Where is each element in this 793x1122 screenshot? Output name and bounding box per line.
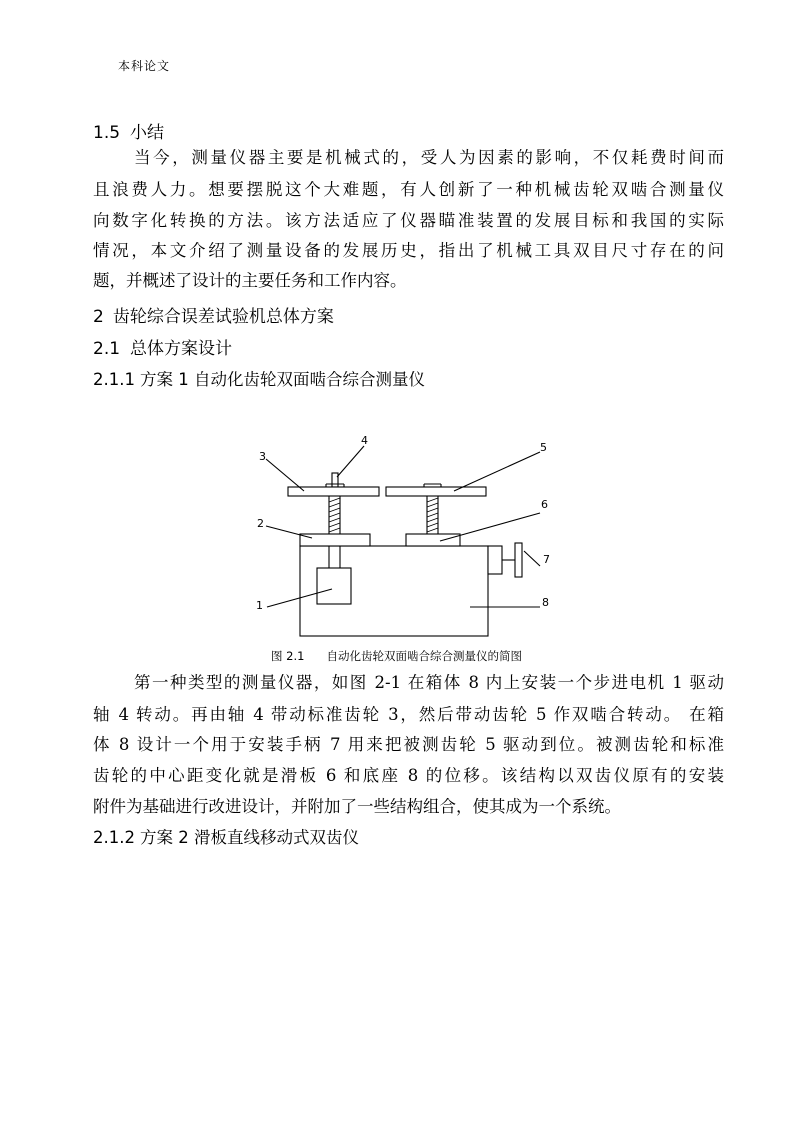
measured-gear	[386, 487, 486, 496]
section-title: 方案 1 自动化齿轮双面啮合综合测量仪	[139, 370, 425, 389]
figure-caption-number: 图 2.1	[271, 649, 305, 663]
label-2: 2	[257, 517, 264, 530]
paragraph-1-line-1: 当今，测量仪器主要是机械式的，受人为因素的影响，不仅耗费时间而	[134, 148, 724, 167]
left-shaft-top	[332, 473, 338, 487]
label-6: 6	[541, 498, 548, 511]
section-number: 2.1	[93, 339, 121, 359]
running-header: 本科论文	[118, 59, 171, 73]
label-7: 7	[543, 553, 550, 566]
figure-caption	[0, 648, 793, 664]
section-number: 1.5	[93, 123, 121, 143]
section-number: 2.1.2	[93, 828, 135, 847]
leader-2	[266, 526, 312, 538]
leader-4	[337, 446, 364, 477]
section-number: 2.1.1	[93, 370, 135, 389]
paragraph-1-line-5: 题，并概述了设计的主要任务和工作内容。	[93, 271, 407, 290]
paragraph-2-line-5: 附件为基础进行改进设计，并附加了一些结构组合，使其成为一个系统。	[93, 797, 621, 816]
leader-6	[440, 513, 540, 541]
section-title: 小结	[130, 123, 165, 143]
paragraph-1-line-4: 情况，本文介绍了测量设备的发展历史，指出了机械工具双目尺寸存在的问	[93, 241, 724, 260]
label-8: 8	[542, 596, 549, 609]
section-number: 2	[93, 307, 104, 327]
label-4: 4	[361, 434, 368, 447]
leader-7	[524, 551, 540, 566]
paragraph-2-line-1: 第一种类型的测量仪器，如图 2-1 在箱体 8 内上安装一个步进电机 1 驱动	[134, 673, 724, 692]
section-title: 齿轮综合误差试验机总体方案	[112, 307, 334, 327]
label-1: 1	[256, 599, 263, 612]
label-3: 3	[259, 450, 266, 463]
label-5: 5	[540, 441, 547, 454]
left-mount-block	[300, 534, 370, 546]
left-shaft-hatch	[329, 498, 340, 532]
section-heading-2-1-2	[93, 824, 359, 848]
paragraph-2-line-3: 体 8 设计一个用于安装手柄 7 用来把被测齿轮 5 驱动到位。被测齿轮和标准	[93, 735, 724, 754]
paragraph-1-line-3: 向数字化转换的方法。该方法适应了仪器瞄准装置的发展目标和我国的实际	[93, 211, 724, 230]
figure-caption-text: 自动化齿轮双面啮合综合测量仪的简图	[326, 649, 522, 663]
paragraph-2-line-2: 轴 4 转动。再由轴 4 带动标准齿轮 3，然后带动齿轮 5 作双啮合转动。 在箱	[93, 705, 724, 724]
leader-3	[266, 459, 304, 491]
handle	[515, 543, 522, 577]
section-title: 总体方案设计	[130, 339, 233, 359]
section-title: 方案 2 滑板直线移动式双齿仪	[139, 828, 359, 847]
right-shaft-hatch	[427, 498, 438, 532]
paragraph-2-line-4: 齿轮的中心距变化就是滑板 6 和底座 8 的位移。该结构以双齿仪原有的安装	[93, 766, 724, 785]
stepper-motor	[317, 568, 351, 604]
slide-plate	[406, 534, 460, 546]
handle-side-plate	[488, 546, 502, 574]
paragraph-1-line-2: 且浪费人力。想要摆脱这个大难题，有人创新了一种机械齿轮双啮合测量仪	[93, 180, 724, 199]
leader-5	[454, 452, 540, 491]
